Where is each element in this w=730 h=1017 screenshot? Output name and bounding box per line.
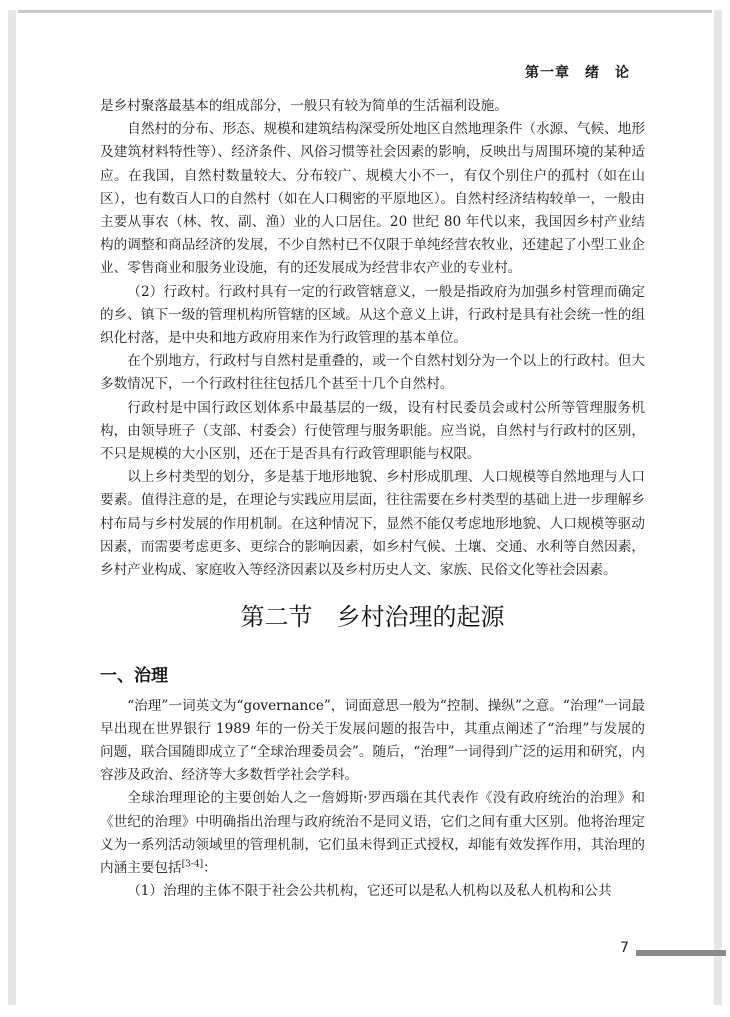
page-number-bar: [636, 950, 726, 956]
page-frame-right: [714, 10, 722, 1005]
paragraph: （2）行政村。行政村具有一定的行政管辖意义，一般是指政府为加强乡村管理而确定的乡、镇下一级的管理机构所管辖的区域。从这个意义上讲，行政村是具有社会统一性的组织化村落，是中央和地方政府用来作为行政管理的基本单位。: [100, 283, 645, 347]
paragraph-text-tail: ：: [203, 860, 217, 877]
chapter-header: 第一章 绪 论: [525, 65, 630, 81]
paragraph: 行政村是中国行政区划体系中最基层的一级，设有村民委员会或村公所等管理服务机构，由领导班子（支部、村委会）行使管理与服务职能。应当说，自然村与行政村的区别，不只是规模的大小区别，还在于是否具有行政管理职能与权限。: [100, 399, 645, 463]
page-number: 7: [620, 940, 629, 956]
page-content: [100, 95, 645, 904]
section-title: 第二节 乡村治理的起源: [240, 603, 505, 632]
page-frame-top: [18, 10, 712, 13]
citation-mark: [3-4]: [181, 859, 204, 870]
paragraph: （1）治理的主体不限于社会公共机构，它还可以是私人机构以及私人机构和公共: [127, 883, 612, 900]
page-frame-left: [8, 10, 16, 1005]
subsection-title: 一、治理: [100, 666, 168, 687]
paragraph: 自然村的分布、形态、规模和建筑结构深受所处地区自然地理条件（水源、气候、地形及建筑材料特性等）、经济条件、风俗习惯等社会因素的影响，反映出与周围环境的某种适应。在我国，自然村数量较大、分布较广、规模大小不一，有仅个别住户的孤村（如在山区），也有数百人口的自然村（如在人口稠密的平原地区）。自然村经济结构较单一，一般由主要从事农（林、牧、副、渔）业的人口居住。20 世纪 80 年代以来，我国因乡村产业结构的调整和商品经济的发展，不少自然村已不仅限于单纯经营农牧业，还建起了小型工业企业、零售商业和服务业设施，有的还发展成为经营非农产业的专业村。: [100, 121, 645, 277]
paragraph: 在个别地方，行政村与自然村是重叠的，或一个自然村划分为一个以上的行政村。但大多数情况下，一个行政村往往包括几个甚至十几个自然村。: [100, 353, 645, 393]
paragraph: 以上乡村类型的划分，多是基于地形地貌、乡村形成肌理、人口规模等自然地理与人口要素。值得注意的是，在理论与实践应用层面，往往需要在乡村类型的基础上进一步理解乡村布局与乡村发展的作用机制。在这种情况下，显然不能仅考虑地形地貌、人口规模等驱动因素，而需要考虑更多、更综合的影响因素，如乡村气候、土壤、交通、水利等自然因素，乡村产业构成、家庭收入等经济因素以及乡村历史人文、家族、民俗文化等社会因素。: [100, 469, 645, 579]
paragraph: “治理”一词英文为“governance”，词面意思一般为“控制、操纵”之意。“治理”一词最早出现在世界银行 1989 年的一份关于发展问题的报告中，其重点阐述了“治理”与发展的问题，联合国随即成立了“全球治理委员会”。随后，“治理”一词得到广泛的运用和研究，内容涉及政治、经济等大多数哲学社会学科。: [100, 697, 645, 784]
paragraph: 是乡村聚落最基本的组成部分，一般只有较为简单的生活福利设施。: [100, 98, 508, 114]
paragraph-text: 全球治理理论的主要创始人之一詹姆斯·罗西瑙在其代表作《没有政府统治的治理》和《世纪的治理》中明确指出治理与政府统治不是同义语，它们之间有重大区别。他将治理定义为一系列活动领域里的管理机制，它们虽未得到正式授权，却能有效发挥作用，其治理的内涵主要包括: [100, 790, 645, 877]
paragraph: [100, 787, 645, 880]
